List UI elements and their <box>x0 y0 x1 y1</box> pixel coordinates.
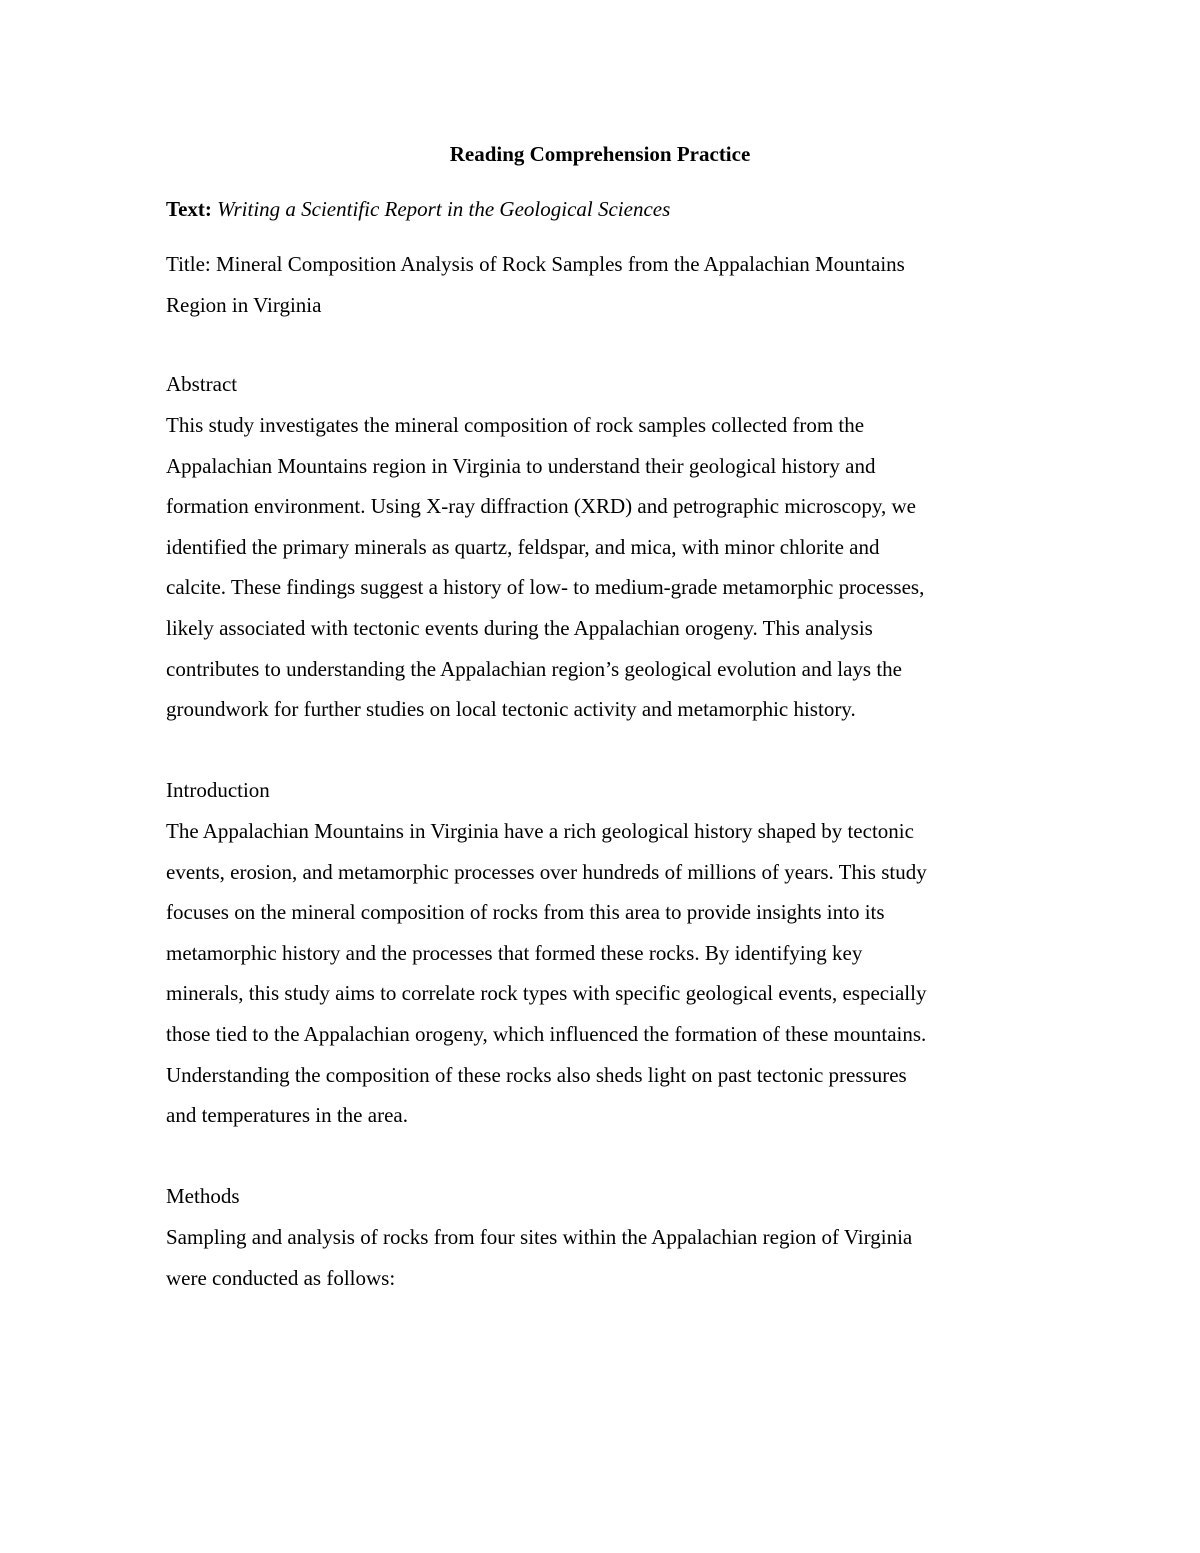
introduction-paragraph <box>166 811 1046 1136</box>
text-source-title: Writing a Scientific Report in the Geological Sciences <box>217 197 671 221</box>
introduction-heading: Introduction <box>166 778 270 802</box>
text-source-line <box>166 193 670 225</box>
introduction-line: those tied to the Appalachian orogeny, which influenced the formation of these mountains. <box>166 1021 927 1046</box>
methods-line: were conducted as follows: <box>166 1265 396 1290</box>
text-label: Text: <box>166 197 212 221</box>
report-title-line: Title: Mineral Composition Analysis of Rock Samples from the Appalachian Mountains <box>166 252 905 276</box>
abstract-heading: Abstract <box>166 372 238 396</box>
introduction-line: The Appalachian Mountains in Virginia have a rich geological history shaped by tectonic <box>166 819 914 843</box>
abstract-line: groundwork for further studies on local tectonic activity and metamorphic history. <box>166 697 856 722</box>
introduction-line: Understanding the composition of these rocks also sheds light on past tectonic pressures <box>166 1062 907 1087</box>
introduction-line: metamorphic history and the processes that formed these rocks. By identifying key <box>166 940 863 965</box>
abstract-line: Appalachian Mountains region in Virginia to understand their geological history and <box>166 453 876 478</box>
document-heading: Reading Comprehension Practice <box>449 142 751 166</box>
abstract-paragraph <box>166 405 1046 730</box>
introduction-line: events, erosion, and metamorphic processes over hundreds of millions of years. This study <box>166 859 927 884</box>
introduction-line: focuses on the mineral composition of rocks from this area to provide insights into its <box>166 900 885 925</box>
abstract-line: This study investigates the mineral composition of rock samples collected from the <box>166 413 865 437</box>
report-title-line: Region in Virginia <box>166 292 322 317</box>
abstract-line: identified the primary minerals as quartz, feldspar, and mica, with minor chlorite and <box>166 534 880 559</box>
abstract-line: calcite. These findings suggest a history of low- to medium-grade metamorphic processes, <box>166 575 925 600</box>
report-title <box>166 244 1046 325</box>
abstract-line: likely associated with tectonic events during the Appalachian orogeny. This analysis <box>166 615 873 640</box>
methods-heading: Methods <box>166 1184 240 1208</box>
methods-line: Sampling and analysis of rocks from four sites within the Appalachian region of Virginia <box>166 1225 913 1249</box>
introduction-line: minerals, this study aims to correlate rock types with specific geological events, especially <box>166 981 927 1006</box>
abstract-line: formation environment. Using X-ray diffraction (XRD) and petrographic microscopy, we <box>166 494 916 519</box>
introduction-line: and temperatures in the area. <box>166 1103 408 1128</box>
abstract-line: contributes to understanding the Appalachian region’s geological evolution and lays the <box>166 656 902 681</box>
methods-paragraph <box>166 1217 1046 1298</box>
